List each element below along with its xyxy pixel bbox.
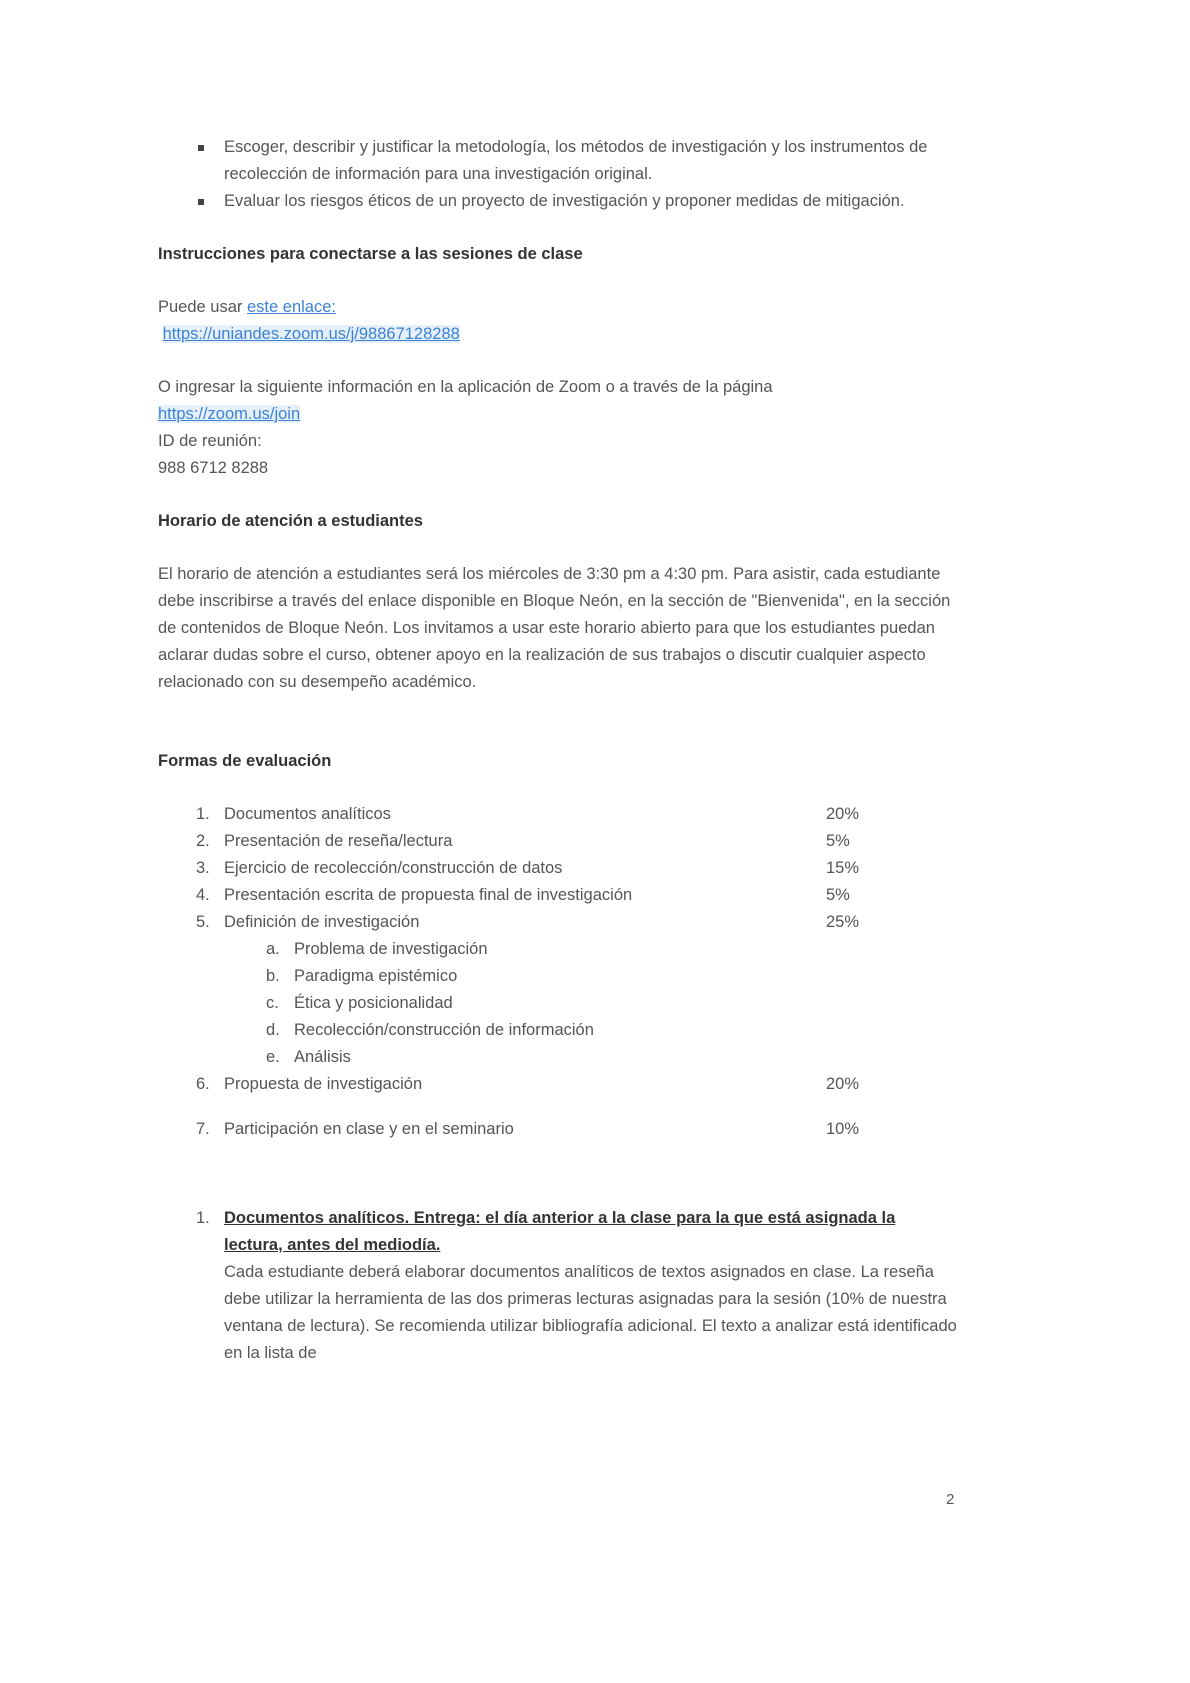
item-number: 2.	[196, 832, 210, 850]
section-heading: Documentos analíticos. Entrega: el día anterior a la clase para la que está asignada la lectura, antes del mediodía.	[224, 1209, 896, 1254]
item-number: 6.	[196, 1075, 210, 1093]
subitem-letter: e.	[266, 1048, 280, 1066]
evaluation-subitem	[158, 990, 958, 1017]
evaluation-subitem	[158, 1044, 958, 1071]
item-percent: 5%	[826, 886, 850, 904]
subitem-letter: c.	[266, 994, 279, 1012]
item-percent: 25%	[826, 913, 860, 931]
evaluation-list	[158, 801, 958, 936]
evaluation-subitem	[158, 936, 958, 963]
office-hours-heading: Horario de atención a estudiantes	[158, 512, 423, 530]
alt-connection-paragraph	[158, 374, 958, 482]
objectives-list	[158, 134, 958, 215]
evaluation-item	[158, 1071, 958, 1098]
evaluation-item	[158, 801, 958, 828]
item-number: 4.	[196, 886, 210, 904]
office-hours-text: El horario de atención a estudiantes será los miércoles de 3:30 pm a 4:30 pm. Para asistir, cada estudiante debe inscribirse a través del enlace disponible en Bloque Neón, en la sección de "Bienvenida", en la sección de contenidos de Bloque Neón. Los invitamos a usar este horario abierto para que los estudiantes puedan aclarar dudas sobre el curso, obtener apoyo en la realización de sus trabajos o discutir cualquier aspecto relacionado con su desempeño académico.	[158, 565, 951, 691]
spacer	[158, 1098, 958, 1116]
item-label: Ejercicio de recolección/construcción de datos	[224, 859, 563, 877]
item-percent: 10%	[826, 1120, 860, 1138]
page-number: 2	[946, 1491, 955, 1508]
item-number: 3.	[196, 859, 210, 877]
item-label: Documentos analíticos	[224, 805, 391, 823]
evaluation-item	[158, 855, 958, 882]
item-percent: 20%	[826, 1075, 860, 1093]
subitem-label: Recolección/construcción de información	[294, 1021, 594, 1039]
zoom-link-url[interactable]: https://uniandes.zoom.us/j/98867128288	[162, 325, 460, 343]
section-text: Cada estudiante deberá elaborar documentos analíticos de textos asignados en clase. La reseña debe utilizar la herramienta de las dos primeras lecturas asignadas para la sesión (10% de nuestra ventana de lectura). Se recomienda utilizar bibliografía adicional. El texto a analizar está identificado en la lista de	[224, 1263, 957, 1362]
evaluation-heading: Formas de evaluación	[158, 752, 332, 770]
subitem-label: Problema de investigación	[294, 940, 488, 958]
link-paragraph	[158, 294, 958, 348]
evaluation-item	[158, 882, 958, 909]
meeting-id-label: ID de reunión:	[158, 432, 262, 450]
item-label: Presentación escrita de propuesta final de investigación	[224, 886, 633, 904]
analytic-documents-section	[158, 1205, 958, 1367]
evaluation-list-continued	[158, 1071, 958, 1143]
item-percent: 15%	[826, 859, 860, 877]
item-label: Participación en clase y en el seminario	[224, 1120, 514, 1138]
connection-heading: Instrucciones para conectarse a las sesiones de clase	[158, 245, 583, 263]
subitem-label: Paradigma epistémico	[294, 967, 458, 985]
item-label: Propuesta de investigación	[224, 1075, 423, 1093]
item-label: Presentación de reseña/lectura	[224, 832, 453, 850]
subitem-letter: a.	[266, 940, 280, 958]
objective-item: Evaluar los riesgos éticos de un proyecto de investigación y proponer medidas de mitigación.	[158, 188, 958, 215]
subitem-letter: d.	[266, 1021, 280, 1039]
objective-item: Escoger, describir y justificar la metodología, los métodos de investigación y los instrumentos de recolección de información para una investigación original.	[158, 134, 958, 188]
evaluation-item	[158, 828, 958, 855]
subitem-label: Análisis	[294, 1048, 351, 1066]
use-link-text: Puede usar	[158, 298, 243, 316]
evaluation-item	[158, 909, 958, 936]
evaluation-item	[158, 1116, 958, 1143]
evaluation-subitem	[158, 1017, 958, 1044]
section-number: 1.	[196, 1209, 210, 1227]
subitem-label: Ética y posicionalidad	[294, 994, 453, 1012]
item-label: Definición de investigación	[224, 913, 420, 931]
item-number: 7.	[196, 1120, 210, 1138]
meeting-id: 988 6712 8288	[158, 459, 269, 477]
document-page	[158, 134, 958, 1367]
item-percent: 20%	[826, 805, 860, 823]
evaluation-sublist	[158, 936, 958, 1071]
item-number: 5.	[196, 913, 210, 931]
zoom-link-label[interactable]: este enlace:	[247, 298, 336, 316]
item-percent: 5%	[826, 832, 850, 850]
subitem-letter: b.	[266, 967, 280, 985]
zoom-join-link[interactable]: https://zoom.us/join	[158, 405, 301, 423]
alt-text: O ingresar la siguiente información en la aplicación de Zoom o a través de la página	[158, 378, 773, 396]
evaluation-subitem	[158, 963, 958, 990]
item-number: 1.	[196, 805, 210, 823]
